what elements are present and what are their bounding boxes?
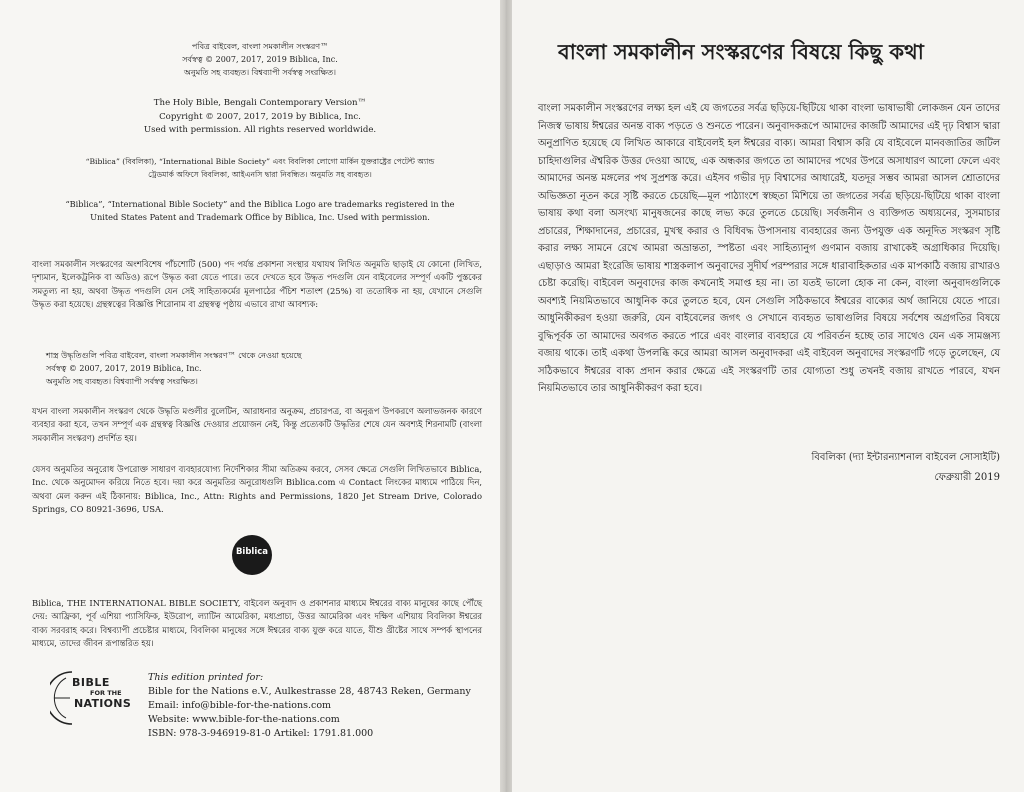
copyright-english-line1: The Holy Bible, Bengali Contemporary Version™: [153, 98, 367, 108]
copyright-bengali-line1: পবিত্র বাইবেল, বাংলা সমকালীন সংস্করণ™: [191, 42, 329, 51]
publisher-email: Email: info@bible-for-the-nations.com: [148, 700, 332, 711]
preface-paragraph: বাংলা সমকালীন সংস্করণের লক্ষ্য হল এই যে জগতের সর্বত্র ছড়িয়ে-ছিটিয়ে থাকা বাংলা ভাষাভাষী লোকজন যেন তাদের নিজস্ব ভাষায় ঈশ্বরের অনন্ত বাক্য পড়তে ও শুনতে পারেন। অনুবাদকরূপে আমাদের কাজটি আমাদের এই দৃঢ় বিশ্বাস দ্বারা অনুপ্রাণিত হয়েছে যে লিখিত আকারে বাইবেলই হল ঈশ্বরের বাক্য। আমরা বিশ্বাস করি যে বাইবেলে মানবজাতির জটিল চাহিদাগুলির ঐশ্বরিক উত্তর দেওয়া আছে, এক অন্ধকার জগতে তা আমাদের পথের উপরে অসাধারণ আলো ফেলে এবং আমাদের অনন্ত মঙ্গলের পথ সুপ্রশস্ত করে। এইসব গভীর দৃঢ় বিশ্বাসের আধারেই, যতদূর সম্ভব আমরা আসল শ্রোতাদের অভিজ্ঞতা নূতন করে সৃষ্টি করতে চেয়েছি—মূল পাঠ্যাংশে স্বচ্ছতা মিশিয়ে তা জগতের সর্বত্র ছড়িয়ে-ছিটিয়ে থাকা বাংলা ভাষায় কথা বলা অসংখ্য মানুষজনের কাছে লভ্য করে তুলতে চেয়েছি। সর্বজনীন ও ব্যক্তিগত অধ্যয়নের, সুসমাচার প্রচারের, শিক্ষাদানের, প্রচারের, মুখস্থ করার ও বিধিবদ্ধ উপাসনায় ব্যবহারের জন্য উপযুক্ত এক অনূদিত সংস্করণ সৃষ্টি করার লক্ষ্য সামনে রেখে আমরা অভ্রান্ততা, স্পষ্টতা এবং সাহিত্যানুগ গুণমান বজায় রাখাকেই অগ্রাধিকার দিয়েছি। এছাড়াও আমরা ইংরেজি ভাষায় শাস্ত্রকলাপ অনুবাদের সুদীর্ঘ পরম্পরার সঙ্গে ধারাবাহিকতার এক মাপকাঠি বজায় রাখারও চেষ্টা করেছি। বাইবেল অনুবাদের কাজ কখনোই সমাপ্ত হয় না। তা যতই ভালো হোক না কেন, বাংলা অনুবাদগুলিকে অবশ্যই নিয়মিতভাবে আধুনিক করে তুলতে হবে, যেন সেগুলি সঠিকভাবে ঈশ্বরের বাক্যের অর্থ জানিয়ে যেতে পারে। আধুনিকীকরণ হওয়া জরুরি, যেন বাইবেলের জগৎ ও সেখানে ব্যবহৃত ভাষাগুলির বিষয়ে সর্বশেষ অগ্রগতির বিষয়ে বুদ্ধিপূর্বক তা আমাদের অবগত করতে পারে এবং বাংলার ব্যবহারে যে পরিবর্তন হচ্ছে তার সাথেও যেন এক সামঞ্জস্য বজায় থাকে। তাই একথা উপলব্ধি করে আমরা আসল অনুবাদকরা এই বাইবেল অনুবাদের সংস্করণটি গড়ে তুলেছেন, যে সঠিকভাবে ঈশ্বরের বাক্য প্রদান করার ক্ষেত্রে এই সংস্করণটি তার যোগ্যতা শুধু তখনই বজায় রাখতে পারবে, যখন নিয়মিতভাবে তার আধুনিকীকরণ করা হবে।: [538, 103, 1000, 394]
copyright-bengali: [40, 40, 480, 79]
left-page: [0, 0, 500, 792]
trademark-english-line1: “Biblica”, “International Bible Society” and the Biblica Logo are trademarks registered in the: [65, 199, 455, 209]
copyright-notice-sample: [32, 349, 482, 388]
book-gutter: [500, 0, 512, 792]
page-title: বাংলা সমকালীন সংস্করণের বিষয়ে কিছু কথা: [558, 39, 924, 64]
notice-line2: সর্বস্বত্ব © 2007, 2017, 2019 Biblica, Inc.: [46, 364, 202, 373]
about-biblica-text: Biblica, THE INTERNATIONAL BIBLE SOCIETY, বাইবেল অনুবাদ ও প্রকাশনার মাধ্যমে ঈশ্বরের বাক্য মানুষের কাছে পৌঁছে দেয়: আফ্রিকা, পূর্ব এশিয়া প্যাসিফিক, ইউরোপ, ল্যাটিন আমেরিকা, মধ্যপ্রাচ্য, উত্তর আমেরিকা এবং দক্ষিণ এশিয়ায় বিবলিকা ঈশ্বরের বাক্য সরবরাহ করে। বিশ্বব্যাপী প্রচেষ্টার মাধ্যমে, বিবলিকা মানুষের সঙ্গে ঈশ্বরের বাক্য যুক্ত করে যাতে, যীশু খ্রীষ্টের সাথে সম্পর্ক স্থাপনের মাধ্যমে, তাদের জীবন রূপান্তরিত হয়।: [32, 598, 482, 648]
logo-word-nations: NATIONS: [74, 697, 132, 710]
trademark-bengali-line2: ট্রেডমার্ক অফিসে বিবলিকা, আইএনসি দ্বারা নিবন্ধিত। অনুমতি সহ ব্যবহৃত।: [148, 170, 372, 179]
signature: বিবলিকা (দ্যা ইন্টারন্যাশনাল বাইবেল সোসাইটি): [811, 452, 1000, 463]
logo-word-bible: BIBLE: [72, 676, 110, 689]
copyright-english: [40, 97, 480, 138]
printed-for-label: This edition printed for:: [148, 672, 264, 683]
quotation-policy: [32, 258, 482, 311]
copyright-bengali-line2: সর্বস্বত্ব © 2007, 2017, 2019 Biblica, Inc.: [182, 55, 338, 64]
signature-date: ফেব্রুয়ারী 2019: [934, 472, 1000, 483]
copyright-english-line3: Used with permission. All rights reserved worldwide.: [143, 125, 377, 135]
copyright-bengali-line3: অনুমতি সহ ব্যবহৃত। বিশ্বব্যাপী সর্বস্বত্ব সংরক্ষিত।: [184, 68, 336, 77]
copyright-english-line2: Copyright © 2007, 2017, 2019 by Biblica, Inc.: [159, 111, 361, 122]
church-use-policy: [32, 405, 482, 445]
logo-word-for-the: FOR THE: [90, 689, 122, 697]
preface-body: [538, 100, 1000, 398]
edition-info: [148, 671, 488, 741]
trademark-english: [40, 198, 480, 224]
bible-for-the-nations-logo: [50, 668, 140, 728]
trademark-english-line2: United States Patent and Trademark Office by Biblica, Inc. Used with permission.: [90, 212, 430, 222]
church-use-text: যখন বাংলা সমকালীন সংস্করণ থেকে উদ্ধৃতি মণ্ডলীর বুলেটিন, আরাধনার অনুক্রম, প্রচারপত্র, বা অনুরূপ উপকরণে অলাভজনক কারণে ব্যবহার করা হবে, তখন সম্পূর্ণ এক গ্রন্থস্বত্ব বিজ্ঞপ্তি দেওয়ার প্রয়োজন নেই, কিন্তু প্রত্যেকটি উদ্ধৃতির শেষে যেন অবশ্যই শিরনামটি (বাংলা সমকালীন সংস্করণ) প্রদর্শিত হয়।: [32, 406, 482, 443]
notice-line3: অনুমতি সহ ব্যবহৃত। বিশ্বব্যাপী সর্বস্বত্ব সংরক্ষিত।: [46, 377, 198, 386]
trademark-bengali-line1: “Biblica” (বিবলিকা), “International Bible Society” এবং বিবলিকা লোগো মার্কিন যুক্তরাষ্ট্রের পেটেন্ট অ্যান্ড: [85, 157, 435, 166]
isbn-line: ISBN: 978-3-946919-81-0 Artikel: 1791.81.000: [148, 728, 374, 739]
biblica-logo: [223, 533, 285, 595]
about-biblica: [32, 597, 482, 650]
publisher-website: Website: www.bible-for-the-nations.com: [148, 714, 340, 725]
notice-line1: শাস্ত্র উদ্ধৃতিগুলি পবিত্র বাইবেল, বাংলা সমকালীন সংস্করণ™ থেকে নেওয়া হয়েছে: [46, 351, 302, 360]
trademark-bengali: [40, 155, 480, 181]
biblica-logo-text: Biblica: [235, 547, 269, 557]
publisher-address: Bible for the Nations e.V., Aulkestrasse 28, 48743 Reken, Germany: [148, 686, 471, 697]
permission-requests: [32, 463, 482, 516]
permission-requests-text: যেসব অনুমতির অনুরোধ উপরোক্ত সাধারণ ব্যবহারযোগ্য নির্দেশিকার সীমা অতিক্রম করবে, সেসব ক্ষেত্রে সেগুলি লিখিতভাবে Biblica, Inc. থেকে অনুমোদন করিয়ে নিতে হবে। দয়া করে অনুমতির অনুরোধগুলি Biblica.com এ Contact লিংকের মাধ্যমে পাঠিয়ে দিন, অথবা মেল করুন এই ঠিকানায়: Biblica, Inc., Attn: Rights and Permissions, 1820 Jet Stream Drive, Colorado Springs, CO 80921-3696, USA.: [32, 464, 482, 514]
quotation-policy-text: বাংলা সমকালীন সংস্করণের অংশবিশেষ পাঁচশোটি (500) পদ পর্যন্ত প্রকাশনা সংস্থার যথাযথ লিখিত অনুমতি ছাড়াই যে কোনো (লিখিত, দৃশ্যমান, ইলেকট্রনিক বা অডিও) রূপে উদ্ধৃত করা যেতে পারে। তবে দেখতে হবে উদ্ধৃত পদগুলি যেন বাইবেলের সম্পূর্ণ একটি পুস্তকের সমতুল্য না হয়, অথবা উদ্ধৃত পদগুলি যেন সেই সাহিত্যকর্মের মূলপাঠের পঁচিশ শতাংশ (25%) বা ততোধিক না হয়, যেখানে সেগুলি উদ্ধৃত করা হয়েছে। গ্রন্থস্বত্বের বিজ্ঞপ্তি শিরোনাম বা গ্রন্থস্বত্ব পৃষ্ঠায় এভাবে রাখা আবশ্যক:: [32, 259, 482, 309]
